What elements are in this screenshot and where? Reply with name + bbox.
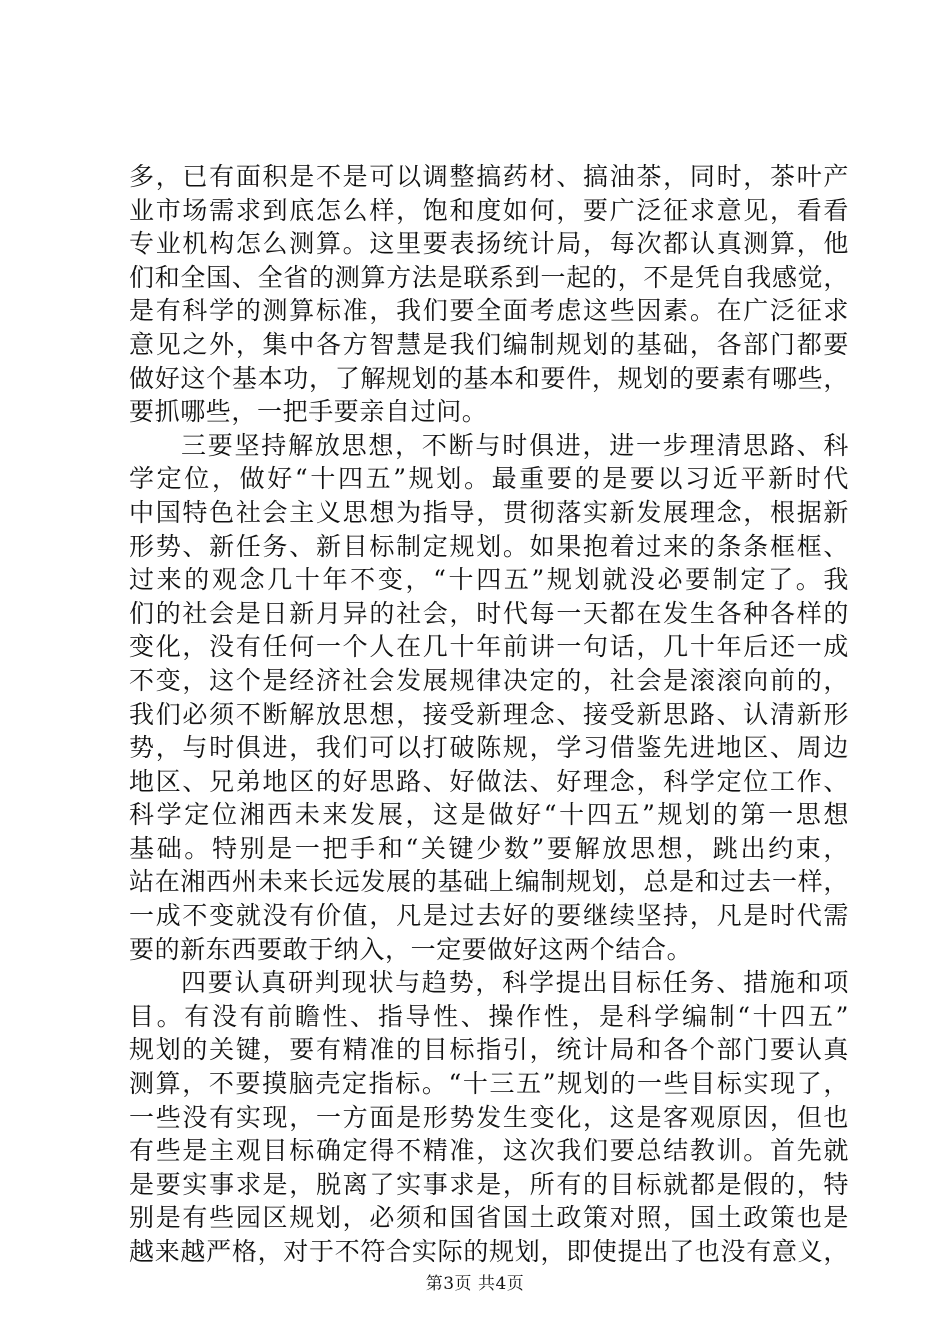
text-line: 做好这个基本功，了解规划的基本和要件，规划的要素有哪些，: [129, 363, 849, 393]
text-line: 规划的关键，要有精准的目标指引，统计局和各个部门要认真: [129, 1035, 849, 1065]
text-line: 一些没有实现，一方面是形势发生变化，这是客观原因，但也: [129, 1102, 849, 1132]
text-line: 科学定位湘西未来发展，这是做好“十四五”规划的第一思想: [129, 800, 849, 830]
text-line: 基础。特别是一把手和“关键少数”要解放思想，跳出约束，: [129, 833, 849, 863]
text-line: 多，已有面积是不是可以调整搞药材、搞油茶，同时，茶叶产: [129, 162, 849, 191]
text-line: 形势、新任务、新目标制定规划。如果抱着过来的条条框框、: [129, 531, 849, 561]
text-line: 测算，不要摸脑壳定指标。“十三五”规划的一些目标实现了，: [129, 1069, 849, 1099]
text-line: 过来的观念几十年不变，“十四五”规划就没必要制定了。我: [129, 565, 849, 595]
text-line: 专业机构怎么测算。这里要表扬统计局，每次都认真测算，他: [129, 229, 849, 259]
text-line: 是有科学的测算标准，我们要全面考虑这些因素。在广泛征求: [129, 296, 849, 326]
text-line: 目。有没有前瞻性、指导性、操作性，是科学编制“十四五”: [129, 1001, 849, 1031]
page-number-footer: 第3页 共4页: [425, 1274, 525, 1294]
text-line-paragraph-end: 要的新东西要敢于纳入，一定要做好这两个结合。: [129, 934, 693, 964]
paragraph-start-line: 四要认真研判现状与趋势，科学提出目标任务、措施和项: [181, 968, 849, 998]
text-line: 意见之外，集中各方智慧是我们编制规划的基础，各部门都要: [129, 329, 849, 359]
text-line: 一成不变就没有价值，凡是过去好的要继续坚持，凡是时代需: [129, 901, 849, 931]
text-line: 业市场需求到底怎么样，饱和度如何，要广泛征求意见，看看: [129, 195, 849, 225]
text-line: 变化，没有任何一个人在几十年前讲一句话，几十年后还一成: [129, 632, 849, 662]
text-line-paragraph-end: 要抓哪些，一把手要亲自过问。: [129, 397, 488, 427]
text-line: 中国特色社会主义思想为指导，贯彻落实新发展理念，根据新: [129, 497, 849, 527]
text-line: 有些是主观目标确定得不精准，这次我们要总结教训。首先就: [129, 1136, 849, 1166]
body-text: [129, 160, 849, 1269]
text-line: 们和全国、全省的测算方法是联系到一起的，不是凭自我感觉，: [129, 262, 849, 292]
text-line: 不变，这个是经济社会发展规律决定的，社会是滚滚向前的，: [129, 665, 849, 695]
text-line: 我们必须不断解放思想，接受新理念、接受新思路、认清新形: [129, 699, 849, 729]
text-line: 是要实事求是，脱离了实事求是，所有的目标就都是假的，特: [129, 1169, 849, 1199]
text-line: 们的社会是日新月异的社会，时代每一天都在发生各种各样的: [129, 598, 849, 628]
text-line: 站在湘西州未来长远发展的基础上编制规划，总是和过去一样，: [129, 867, 849, 897]
text-line: 势，与时俱进，我们可以打破陈规，学习借鉴先进地区、周边: [129, 733, 849, 763]
text-line: 越来越严格，对于不符合实际的规划，即使提出了也没有意义，: [129, 1237, 849, 1266]
text-line: 别是有些园区规划，必须和国省国土政策对照，国土政策也是: [129, 1203, 849, 1233]
paragraph-start-line: 三要坚持解放思想，不断与时俱进，进一步理清思路、科: [181, 430, 849, 460]
text-line: 学定位，做好“十四五”规划。最重要的是要以习近平新时代: [129, 464, 849, 494]
text-line: 地区、兄弟地区的好思路、好做法、好理念，科学定位工作、: [129, 766, 849, 796]
